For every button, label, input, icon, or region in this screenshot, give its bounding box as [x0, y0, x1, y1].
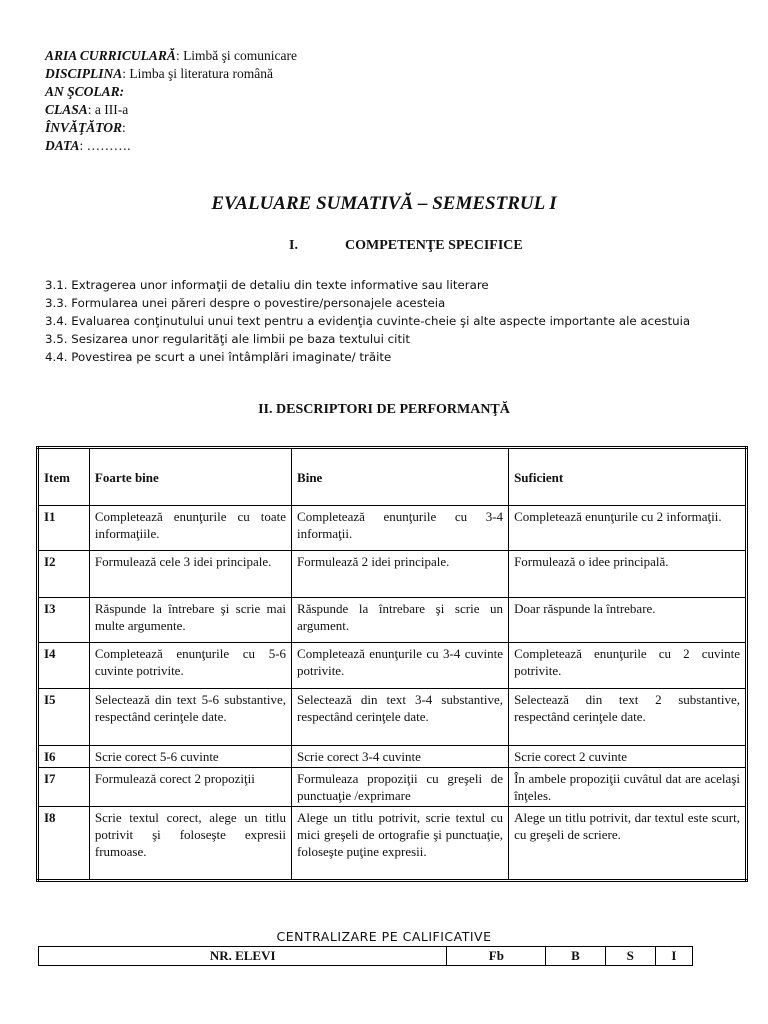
- summary-title: CENTRALIZARE PE CALIFICATIVE: [276, 929, 492, 944]
- descriptors-table: [36, 446, 748, 882]
- suficient-cell: Alege un titlu potrivit, dar textul este scurt, cu greşeli de scriere.: [509, 807, 747, 881]
- table-row: [38, 506, 747, 551]
- suficient-cell: Scrie corect 2 cuvinte: [509, 746, 747, 768]
- bine-cell: Selectează din text 3-4 substantive, respectând cerinţele date.: [292, 689, 509, 746]
- section-title: COMPETENŢE SPECIFICE: [345, 238, 523, 253]
- item-cell: I2: [38, 551, 90, 598]
- bine-cell: Scrie corect 3-4 cuvinte: [292, 746, 509, 768]
- competence-item: 3.5. Sesizarea unor regularităţi ale limbii pe baza textului citit: [45, 332, 410, 346]
- summary-table: [38, 946, 693, 966]
- suficient-cell: Formulează o idee principală.: [509, 551, 747, 598]
- foarte-bine-cell: Formulează corect 2 propoziţii: [89, 768, 291, 807]
- competence-item: 4.4. Povestirea pe scurt a unei întâmplări imaginate/ trăite: [45, 350, 392, 364]
- header-label: AN ŞCOLAR:: [45, 84, 125, 99]
- column-header: Suficient: [509, 448, 747, 506]
- suficient-cell: Completează enunţurile cu 2 cuvinte potrivite.: [509, 643, 747, 689]
- summary-header-cell: Fb: [447, 947, 546, 966]
- bine-cell: Formulează 2 idei principale.: [292, 551, 509, 598]
- foarte-bine-cell: Completează enunţurile cu toate informaţiile.: [89, 506, 291, 551]
- header-row-aria: [45, 47, 297, 65]
- header-row-clasa: [45, 101, 297, 119]
- foarte-bine-cell: Scrie textul corect, alege un titlu potrivit şi foloseşte expresii frumoase.: [89, 807, 291, 881]
- bine-cell: Completează enunţurile cu 3-4 cuvinte potrivite.: [292, 643, 509, 689]
- competence-item: 3.4. Evaluarea conţinutului unui text pentru a evidenţia cuvinte-cheie şi alte aspecte importante ale acestuia: [45, 314, 691, 328]
- header-row-disciplina: [45, 65, 297, 83]
- summary-header-row: [39, 947, 693, 966]
- header-label: ÎNVĂŢĂTOR: [45, 120, 123, 135]
- header-value: : Limbă şi comunicare: [175, 48, 298, 63]
- bine-cell: Formuleaza propoziţii cu greşeli de punctuaţie /exprimare: [292, 768, 509, 807]
- summary-header-cell: S: [605, 947, 655, 966]
- table-row: [38, 551, 747, 598]
- item-cell: I1: [38, 506, 90, 551]
- table-row: [38, 643, 747, 689]
- column-header: Item: [38, 448, 90, 506]
- suficient-cell: Selectează din text 2 substantive, respectând cerinţele date.: [509, 689, 747, 746]
- header-value: : a III-a: [87, 102, 129, 117]
- table-row: [38, 746, 747, 768]
- suficient-cell: Completează enunţurile cu 2 informaţii.: [509, 506, 747, 551]
- competences-list: [45, 276, 690, 366]
- column-header: Bine: [292, 448, 509, 506]
- header-value: : Limba şi literatura română: [122, 66, 273, 81]
- competence-item: 3.3. Formularea unei păreri despre o povestire/personajele acesteia: [45, 296, 446, 310]
- competence-item: 3.1. Extragerea unor informaţii de detaliu din texte informative sau literare: [45, 278, 489, 292]
- table-row: [38, 689, 747, 746]
- summary-header-cell: B: [546, 947, 605, 966]
- header-row-invatator: [45, 119, 297, 137]
- table-row: [38, 598, 747, 643]
- header-value: : ……….: [79, 138, 131, 153]
- table-row: [38, 807, 747, 881]
- foarte-bine-cell: Selectează din text 5-6 substantive, respectând cerinţele date.: [89, 689, 291, 746]
- header-value: :: [122, 120, 126, 135]
- table-header-row: [38, 448, 747, 506]
- item-cell: I6: [38, 746, 90, 768]
- suficient-cell: Doar răspunde la întrebare.: [509, 598, 747, 643]
- suficient-cell: În ambele propoziţii cuvâtul dat are acelaşi înţeles.: [509, 768, 747, 807]
- bine-cell: Alege un titlu potrivit, scrie textul cu mici greşeli de ortografie şi punctuaţie, foloseşte puţine expresii.: [292, 807, 509, 881]
- column-header: Foarte bine: [89, 448, 291, 506]
- header-label: ARIA CURRICULARĂ: [45, 48, 176, 63]
- page-title: EVALUARE SUMATIVĂ – SEMESTRUL I: [211, 193, 557, 214]
- item-cell: I3: [38, 598, 90, 643]
- header-info: [45, 47, 297, 155]
- header-row-an-scolar: [45, 83, 297, 101]
- item-cell: I4: [38, 643, 90, 689]
- section-number: I.: [289, 238, 298, 253]
- foarte-bine-cell: Răspunde la întrebare şi scrie mai multe argumente.: [89, 598, 291, 643]
- foarte-bine-cell: Completează enunţurile cu 5-6 cuvinte potrivite.: [89, 643, 291, 689]
- header-label: DATA: [45, 138, 80, 153]
- foarte-bine-cell: Scrie corect 5-6 cuvinte: [89, 746, 291, 768]
- foarte-bine-cell: Formulează cele 3 idei principale.: [89, 551, 291, 598]
- header-label: DISCIPLINA: [45, 66, 123, 81]
- item-cell: I5: [38, 689, 90, 746]
- table-row: [38, 768, 747, 807]
- header-label: CLASA: [45, 102, 88, 117]
- item-cell: I8: [38, 807, 90, 881]
- bine-cell: Completează enunţurile cu 3-4 informaţii.: [292, 506, 509, 551]
- header-row-data: [45, 137, 297, 155]
- item-cell: I7: [38, 768, 90, 807]
- summary-header-cell: NR. ELEVI: [39, 947, 447, 966]
- section-descriptors-heading: II. DESCRIPTORI DE PERFORMANŢĂ: [258, 402, 510, 417]
- bine-cell: Răspunde la întrebare şi scrie un argument.: [292, 598, 509, 643]
- summary-header-cell: I: [655, 947, 692, 966]
